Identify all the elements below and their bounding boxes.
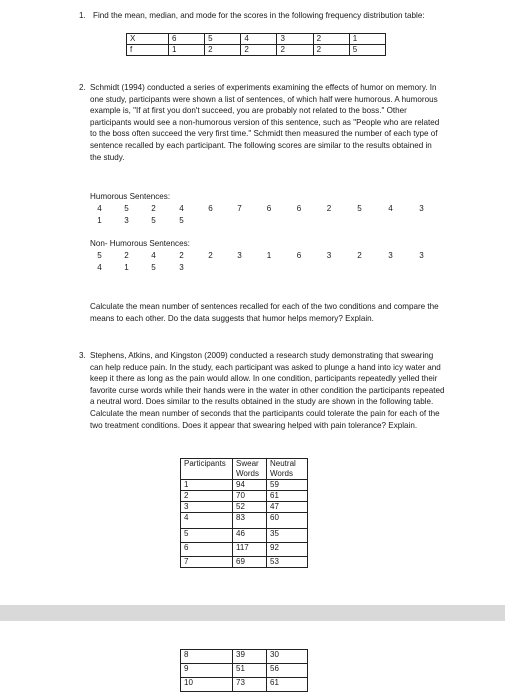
header-swear-words: Swear Words: [233, 459, 267, 480]
cell: 7: [181, 557, 233, 568]
score: 2: [357, 251, 362, 260]
cell: 1: [181, 480, 233, 491]
f-cell: 5: [349, 45, 385, 56]
q3-text: Stephens, Atkins, and Kingston (2009) conducted a research study demonstrating that swearing can help reduce pain. In the study, each participant was asked to plunge a hand into icy water and keep it there as long as the pain would allow. In one condition, participants repeatedly yelled their favorite curse words while their hands were in the water in other condition the participants repeated a neutral word. Does similar to the results obtained in the study are shown in the following table. Calculate the mean number of seconds that the participants could tolerate the pain for each of the two treatment conditions. Does it appear that swearing helped with pain tolerance? Explain.: [90, 351, 445, 430]
cell: 56: [267, 664, 308, 678]
x-cell: 2: [313, 34, 349, 45]
cell: 3: [181, 502, 233, 513]
cell: 47: [267, 502, 308, 513]
score: 2: [151, 204, 156, 213]
score: 3: [179, 263, 184, 272]
score: 1: [97, 216, 102, 225]
page-break-band: [0, 605, 505, 621]
table-row: [181, 480, 308, 491]
q1-number: 1.: [79, 11, 86, 20]
cell: 9: [181, 664, 233, 678]
score: 3: [237, 251, 242, 260]
q1-x-row: [127, 34, 386, 45]
score: 6: [266, 204, 272, 213]
score: 4: [97, 263, 102, 272]
x-cell: 4: [241, 34, 277, 45]
f-header: f: [127, 45, 169, 56]
q2-text: Schmidt (1994) conducted a series of experiments examining the effects of humor on memory. In one study, participants were shown a list of sentences, of which half were humorous. A humorous example is, "If at first you don't succeed, you are probably not related to the boss." Other participants would see a non-humorous version of this sentence, such as "People who are related to the boss often succeed the very first time." Schmidt then measured the number of each type of sentence recalled by each participant. The following scores are similar to the results obtained in the study.: [90, 83, 440, 162]
table-row: [181, 491, 308, 502]
cell: 92: [267, 543, 308, 557]
x-header: X: [127, 34, 169, 45]
non-humorous-label: Non- Humorous Sentences:: [90, 239, 190, 248]
cell: 39: [233, 650, 267, 664]
header-participants: Participants: [181, 459, 233, 480]
cell: 5: [181, 529, 233, 543]
cell: 4: [181, 513, 233, 529]
score: 3: [419, 251, 424, 260]
score: 2: [124, 251, 129, 260]
q1-frequency-table: [126, 33, 386, 56]
table-row: [181, 543, 308, 557]
cell: 2: [181, 491, 233, 502]
cell: 10: [181, 678, 233, 692]
score: 6: [208, 204, 213, 213]
cell: 60: [267, 513, 308, 529]
score: 3: [326, 251, 332, 260]
cell: 51: [233, 664, 267, 678]
score: 6: [296, 251, 302, 260]
f-cell: 2: [277, 45, 313, 56]
score: 7: [237, 204, 242, 213]
score: 2: [326, 204, 332, 213]
score: 5: [357, 204, 362, 213]
humorous-label: Humorous Sentences:: [90, 192, 171, 201]
x-cell: 3: [277, 34, 313, 45]
score: 1: [266, 251, 272, 260]
cell: 94: [233, 480, 267, 491]
score: 3: [388, 251, 393, 260]
score: 5: [124, 204, 129, 213]
score: 3: [419, 204, 424, 213]
cell: 59: [267, 480, 308, 491]
cell: 6: [181, 543, 233, 557]
cell: 53: [267, 557, 308, 568]
cell: 61: [267, 678, 308, 692]
cell: 117: [233, 543, 267, 557]
cell: 46: [233, 529, 267, 543]
cell: 70: [233, 491, 267, 502]
score: 3: [124, 216, 129, 225]
q3-pain-table-bottom: [180, 649, 308, 692]
score: 4: [179, 204, 184, 213]
f-cell: 2: [205, 45, 241, 56]
table-row: [181, 557, 308, 568]
non-humorous-scores-row2: [86, 262, 196, 274]
q1-text: Find the mean, median, and mode for the scores in the following frequency distribution table:: [93, 11, 425, 20]
score: 2: [208, 251, 213, 260]
score: 1: [124, 263, 129, 272]
cell: 61: [267, 491, 308, 502]
q1-f-row: [127, 45, 386, 56]
non-humorous-scores-row1: [86, 250, 437, 262]
cell: 69: [233, 557, 267, 568]
q3-number: 3.: [79, 351, 86, 360]
x-cell: 1: [349, 34, 385, 45]
f-cell: 2: [313, 45, 349, 56]
f-cell: 2: [241, 45, 277, 56]
table-row: [181, 502, 308, 513]
table-row: [181, 678, 308, 692]
q2-number: 2.: [79, 83, 86, 92]
cell: 73: [233, 678, 267, 692]
table-row: [181, 664, 308, 678]
cell: 83: [233, 513, 267, 529]
x-cell: 5: [205, 34, 241, 45]
x-cell: 6: [169, 34, 205, 45]
table-row: [181, 529, 308, 543]
cell: 8: [181, 650, 233, 664]
score: 4: [97, 204, 102, 213]
score: 5: [179, 216, 184, 225]
cell: 30: [267, 650, 308, 664]
cell: 52: [233, 502, 267, 513]
score: 4: [388, 204, 393, 213]
humorous-scores-row2: [86, 215, 196, 227]
score: 2: [179, 251, 184, 260]
table-row: [181, 513, 308, 529]
score: 5: [97, 251, 102, 260]
table-row: [181, 650, 308, 664]
f-cell: 1: [169, 45, 205, 56]
score: 5: [151, 216, 156, 225]
score: 5: [151, 263, 156, 272]
table-header-row: [181, 459, 308, 480]
score: 4: [151, 251, 156, 260]
q2-question: Calculate the mean number of sentences recalled for each of the two conditions and compare the means to each other. Do the data suggests that humor helps memory? Explain.: [90, 302, 439, 323]
humorous-scores-row1: [86, 203, 437, 215]
cell: 35: [267, 529, 308, 543]
score: 6: [296, 204, 302, 213]
q3-pain-table-top: [180, 458, 308, 568]
header-neutral-words: Neutral Words: [267, 459, 308, 480]
